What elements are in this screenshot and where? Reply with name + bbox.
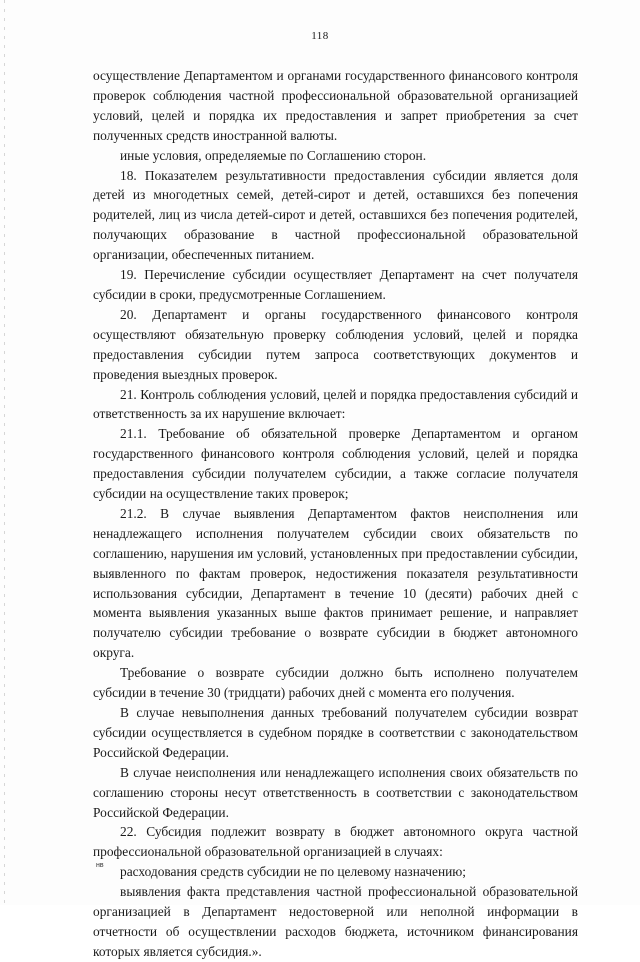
footer-initials: нв [96, 862, 104, 869]
paragraph: 21.1. Требование об обязательной проверке Департаментом и органом государственного финансового контроля соблюдения условий, целей и порядка предоставления субсидии получателем субсидии, а также согласие получателя субсидии на осуществление таких проверок; [93, 426, 578, 502]
paragraph: 21. Контроль соблюдения условий, целей и порядка предоставления субсидий и ответственность за их нарушение включает: [93, 386, 578, 422]
paragraph: 19. Перечисление субсидии осуществляет Департамент на счет получателя субсидии в сроки, предусмотренные Соглашением. [93, 267, 578, 302]
paragraph: 20. Департамент и органы государственного финансового контроля осуществляют обязательную проверку соблюдения условий, целей и порядка предоставления субсидии путем запроса соответствующих документов и проведения выездных проверок. [93, 306, 578, 382]
scan-edge-decoration [4, 0, 5, 905]
page-number: 118 [311, 30, 329, 42]
paragraph: выявления факта представления частной профессиональной образовательной организацией в Департамент недостоверной или неполной информации в отчетности об осуществлении расходов бюджета, источником финансирования которых является субсидия.». [93, 884, 578, 959]
paragraph: 21.2. В случае выявления Департаментом фактов неисполнения или ненадлежащего исполнения получателем субсидии своих обязательств по соглашению, нарушения им условий, установленных при предоставлении субсидии, выявленного по фактам проверок, недостижения показателя результативности использования субсидии, Департамент в течение 10 (десяти) рабочих дней с момента выявления указанных выше фактов принимает решение, и направляет получателю субсидии требование о возврате субсидии в бюджет автономного округа. [93, 505, 578, 661]
paragraph: Требование о возврате субсидии должно быть исполнено получателем субсидии в течение 30 (тридцати) рабочих дней с момента его получения. [93, 665, 578, 701]
paragraph: расходования средств субсидии не по целевому назначению; [120, 864, 467, 880]
paragraph: иные условия, определяемые по Соглашению сторон. [120, 147, 427, 163]
document-body [93, 66, 578, 962]
paragraph: осуществление Департаментом и органами государственного финансового контроля проверок соблюдения частной профессиональной образовательной организацией условий, целей и порядка их предоставления и запрет приобретения за счет полученных средств иностранной валюты. [93, 68, 578, 143]
paragraph: 22. Субсидия подлежит возврату в бюджет автономного округа частной профессиональной образовательной организацией в случаях: [93, 824, 578, 860]
paragraph: В случае неисполнения или ненадлежащего исполнения своих обязательств по соглашению стороны несут ответственность в соответствии с законодательством Российской Федерации. [93, 764, 578, 820]
paragraph: В случае невыполнения данных требований получателем субсидии возврат субсидии осуществляется в судебном порядке в соответствии с законодательством Российской Федерации. [93, 705, 578, 760]
paragraph: 18. Показателем результативности предоставления субсидии является доля детей из многодетных семей, детей-сирот и детей, оставшихся без попечения родителей, лиц из числа детей-сирот и детей, оставшихся без попечения родителей, получающих образование в частной профессиональной образовательной организации, обеспеченных питанием. [93, 167, 578, 263]
